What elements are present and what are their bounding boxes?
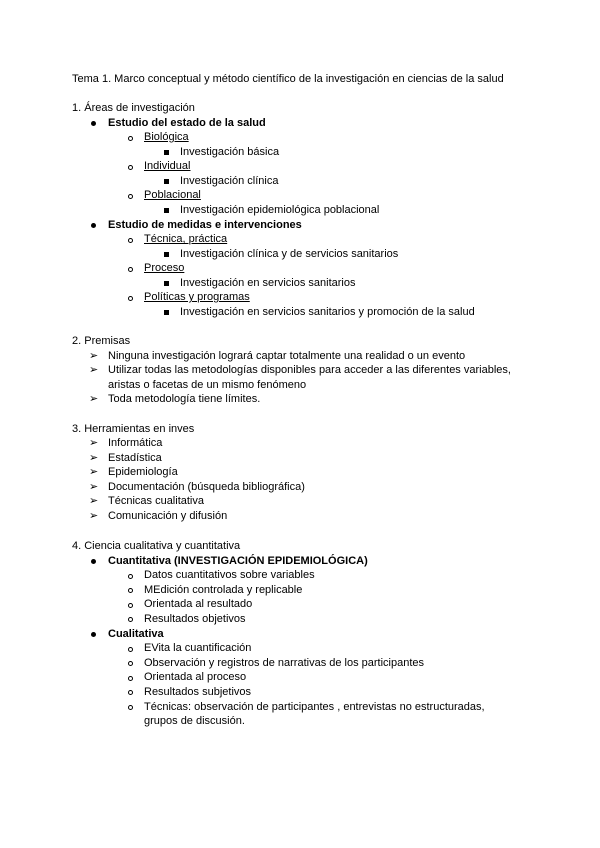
arrow-bullet-icon: ➢ <box>89 364 99 376</box>
bullet-circle <box>128 267 133 272</box>
bullet-circle <box>128 661 133 666</box>
bullet-circle <box>128 705 133 710</box>
bullet-disc <box>91 121 96 126</box>
bullet-circle <box>128 603 133 608</box>
bullet-square <box>164 179 169 184</box>
section-2-heading: 2. Premisas <box>72 335 131 347</box>
tool-item: Informática <box>108 437 163 449</box>
area-sub-item: Investigación epidemiológica poblacional <box>180 204 380 216</box>
premise-item: Utilizar todas las metodologías disponibles para acceder a las diferentes variables, <box>108 364 511 376</box>
area-label: Individual <box>144 160 191 172</box>
bullet-square <box>164 208 169 213</box>
arrow-bullet-icon: ➢ <box>89 393 99 405</box>
bullet-circle <box>128 296 133 301</box>
section-3-heading: 3. Herramientas en inves <box>72 423 195 435</box>
bullet-circle <box>128 165 133 170</box>
arrow-bullet-icon: ➢ <box>89 437 99 449</box>
document-title: Tema 1. Marco conceptual y método científico de la investigación en ciencias de la salud <box>72 73 504 85</box>
tool-item: Documentación (búsqueda bibliográfica) <box>108 481 305 493</box>
arrow-bullet-icon: ➢ <box>89 466 99 478</box>
area-label: Técnica, práctica <box>144 233 228 245</box>
arrow-bullet-icon: ➢ <box>89 452 99 464</box>
area-label: Políticas y programas <box>144 291 250 303</box>
arrow-bullet-icon: ➢ <box>89 350 99 362</box>
bullet-disc <box>91 632 96 637</box>
premise-item: Toda metodología tiene límites. <box>108 393 261 405</box>
tool-item: Técnicas cualitativa <box>108 495 204 507</box>
arrow-bullet-icon: ➢ <box>89 481 99 493</box>
qualitative-item: Observación y registros de narrativas de los participantes <box>144 657 425 669</box>
tool-item: Epidemiología <box>108 466 178 478</box>
qualitative-item: EVita la cuantificación <box>144 642 252 654</box>
bullet-disc <box>91 559 96 564</box>
area-sub-item: Investigación clínica <box>180 175 279 187</box>
bullet-square <box>164 281 169 286</box>
bullet-circle <box>128 647 133 652</box>
area-sub-item: Investigación básica <box>180 146 280 158</box>
bullet-circle <box>128 136 133 141</box>
quantitative-item: MEdición controlada y replicable <box>144 584 303 596</box>
section-1-bullet-2: Estudio de medidas e intervenciones <box>108 219 302 231</box>
section-1-heading: 1. Áreas de investigación <box>72 102 195 114</box>
tool-item: Estadística <box>108 452 162 464</box>
bullet-circle <box>128 238 133 243</box>
bullet-disc <box>91 223 96 228</box>
area-sub-item: Investigación en servicios sanitarios y promoción de la salud <box>180 306 475 318</box>
premise-item-continued: aristas o facetas de un mismo fenómeno <box>108 379 307 391</box>
bullet-square <box>164 252 169 257</box>
bullet-circle <box>128 617 133 622</box>
area-label: Biológica <box>144 131 189 143</box>
section-1-bullet-1: Estudio del estado de la salud <box>108 117 266 129</box>
section-4-bullet-2: Cualitativa <box>108 628 164 640</box>
quantitative-item: Datos cuantitativos sobre variables <box>144 569 315 581</box>
bullet-circle <box>128 194 133 199</box>
bullet-square <box>164 310 169 315</box>
area-label: Proceso <box>144 262 185 274</box>
bullet-circle <box>128 676 133 681</box>
quantitative-item: Orientada al resultado <box>144 598 253 610</box>
bullet-circle <box>128 690 133 695</box>
qualitative-item: Resultados subjetivos <box>144 686 252 698</box>
section-4-heading: 4. Ciencia cualitativa y cuantitativa <box>72 540 241 552</box>
premise-item: Ninguna investigación logrará captar totalmente una realidad o un evento <box>108 350 466 362</box>
bullet-circle <box>128 574 133 579</box>
area-sub-item: Investigación en servicios sanitarios <box>180 277 356 289</box>
arrow-bullet-icon: ➢ <box>89 510 99 522</box>
area-label: Poblacional <box>144 189 201 201</box>
quantitative-item: Resultados objetivos <box>144 613 246 625</box>
area-sub-item: Investigación clínica y de servicios sanitarios <box>180 248 399 260</box>
section-4-bullet-1: Cuantitativa (INVESTIGACIÓN EPIDEMIOLÓGICA) <box>108 555 368 567</box>
arrow-bullet-icon: ➢ <box>89 495 99 507</box>
qualitative-item: Técnicas: observación de participantes , entrevistas no estructuradas, <box>144 701 485 713</box>
bullet-square <box>164 150 169 155</box>
qualitative-item-continued: grupos de discusión. <box>144 715 245 727</box>
bullet-circle <box>128 588 133 593</box>
qualitative-item: Orientada al proceso <box>144 671 247 683</box>
tool-item: Comunicación y difusión <box>108 510 228 522</box>
